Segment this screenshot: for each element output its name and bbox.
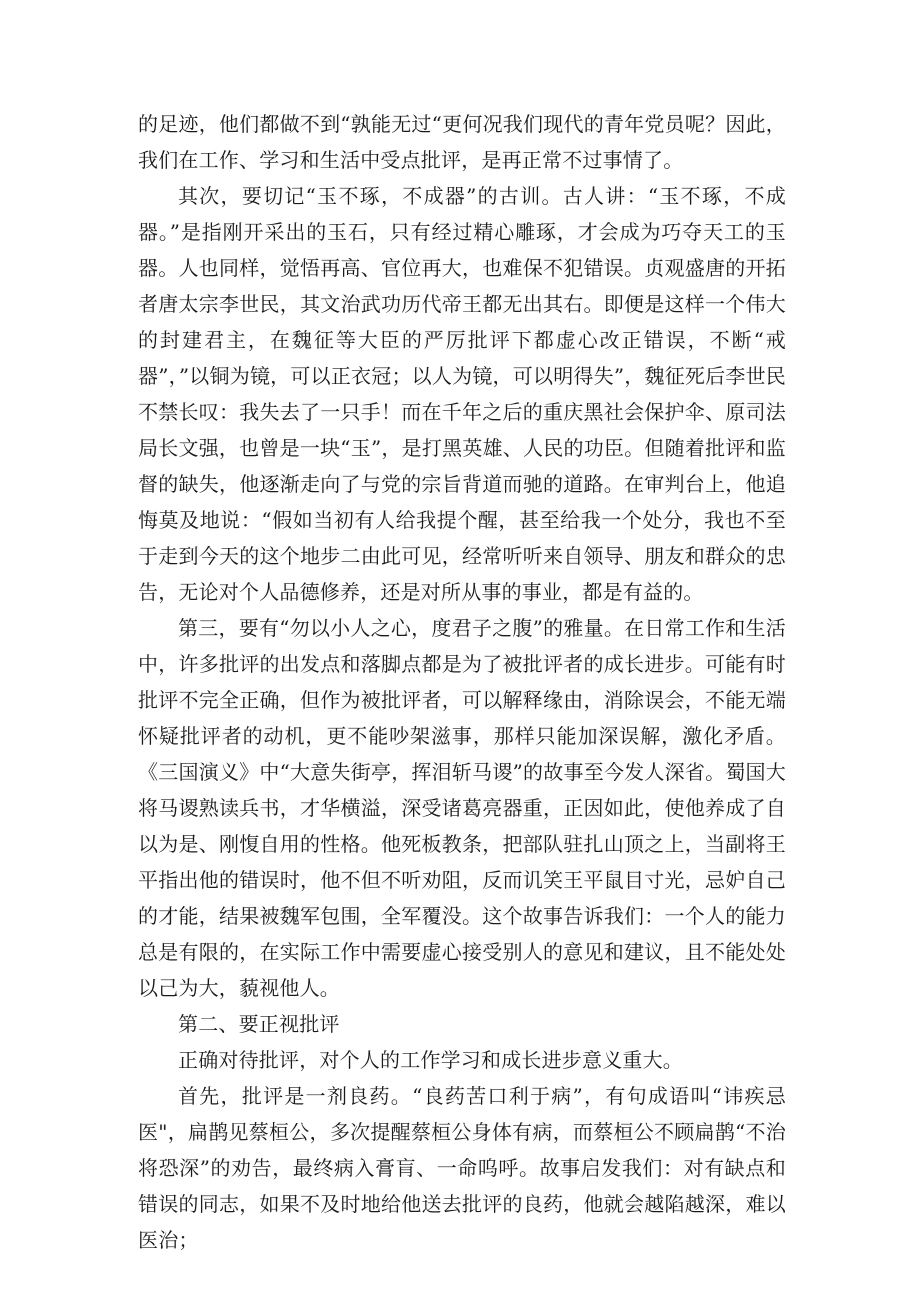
paragraph-tolerance: 第三，要有“勿以小人之心，度君子之腹”的雅量。在日常工作和生活中，许多批评的出发点和落脚点都是为了被批评者的成长进步。可能有时批评不完全正确，但作为被批评者，可以解释缘由，消除误会，不能无端怀疑批评者的动机，更不能吵架滋事，那样只能加深误解，激化矛盾。《三国演义》中“大意失街亭，挥泪斩马谡”的故事至今发人深省。蜀国大将马谡熟读兵书，才华横溢，深受诸葛亮器重，正因如此，使他养成了自以为是、刚愎自用的性格。他死板教条，把部队驻扎山顶之上，当副将王平指出他的错误时，他不但不听劝阻，反而讥笑王平鼠目寸光，忌妒自己的才能，结果被魏军包围，全军覆没。这个故事告诉我们：一个人的能力总是有限的，在实际工作中需要虚心接受别人的意见和建议，且不能处处以己为大，藐视他人。	[138, 616, 786, 1000]
section-heading-face-criticism: 第二、要正视批评	[178, 1012, 340, 1036]
paragraph-correct-attitude: 正确对待批评，对个人的工作学习和成长进步意义重大。	[178, 1048, 683, 1072]
paragraph-good-medicine: 首先，批评是一剂良药。“良药苦口利于病”，有句成语叫“讳疾忌医"，扁鹊见蔡桓公，多次提醒蔡桓公身体有病，而蔡桓公不顾扁鹊“不治将恐深”的劝告，最终病入膏肓、一命呜呼。故事启发我们：对有缺点和错误的同志，如果不及时地给他送去批评的良药，他就会越陷越深，难以医治；	[138, 1084, 786, 1252]
document-page	[138, 106, 786, 1258]
paragraph-continuation: 的足迹，他们都做不到“孰能无过“更何况我们现代的青年党员呢？因此，我们在工作、学习和生活中受点批评，是再正常不过事情了。	[138, 112, 786, 172]
paragraph-jade-not-carved: 其次，要切记“玉不琢，不成器”的古训。古人讲：“玉不琢，不成器。”是指刚开采出的玉石，只有经过精心雕琢，才会成为巧夺天工的玉器。人也同样，觉悟再高、官位再大，也难保不犯错误。贞观盛唐的开拓者唐太宗李世民，其文治武功历代帝王都无出其右。即便是这样一个伟大的封建君主，在魏征等大臣的严厉批评下都虚心改正错误，不断“戒器”，”以铜为镜，可以正衣冠；以人为镜，可以明得失”，魏征死后李世民不禁长叹：我失去了一只手！而在千年之后的重庆黑社会保护伞、原司法局长文强，也曾是一块“玉”，是打黑英雄、人民的功臣。但随着批评和监督的缺失，他逐渐走向了与党的宗旨背道而驰的道路。在审判台上，他追悔莫及地说：“假如当初有人给我提个醒，甚至给我一个处分，我也不至于走到今天的这个地步二由此可见，经常听听来自领导、朋友和群众的忠告，无论对个人品德修养，还是对所从事的事业，都是有益的。	[138, 184, 786, 604]
